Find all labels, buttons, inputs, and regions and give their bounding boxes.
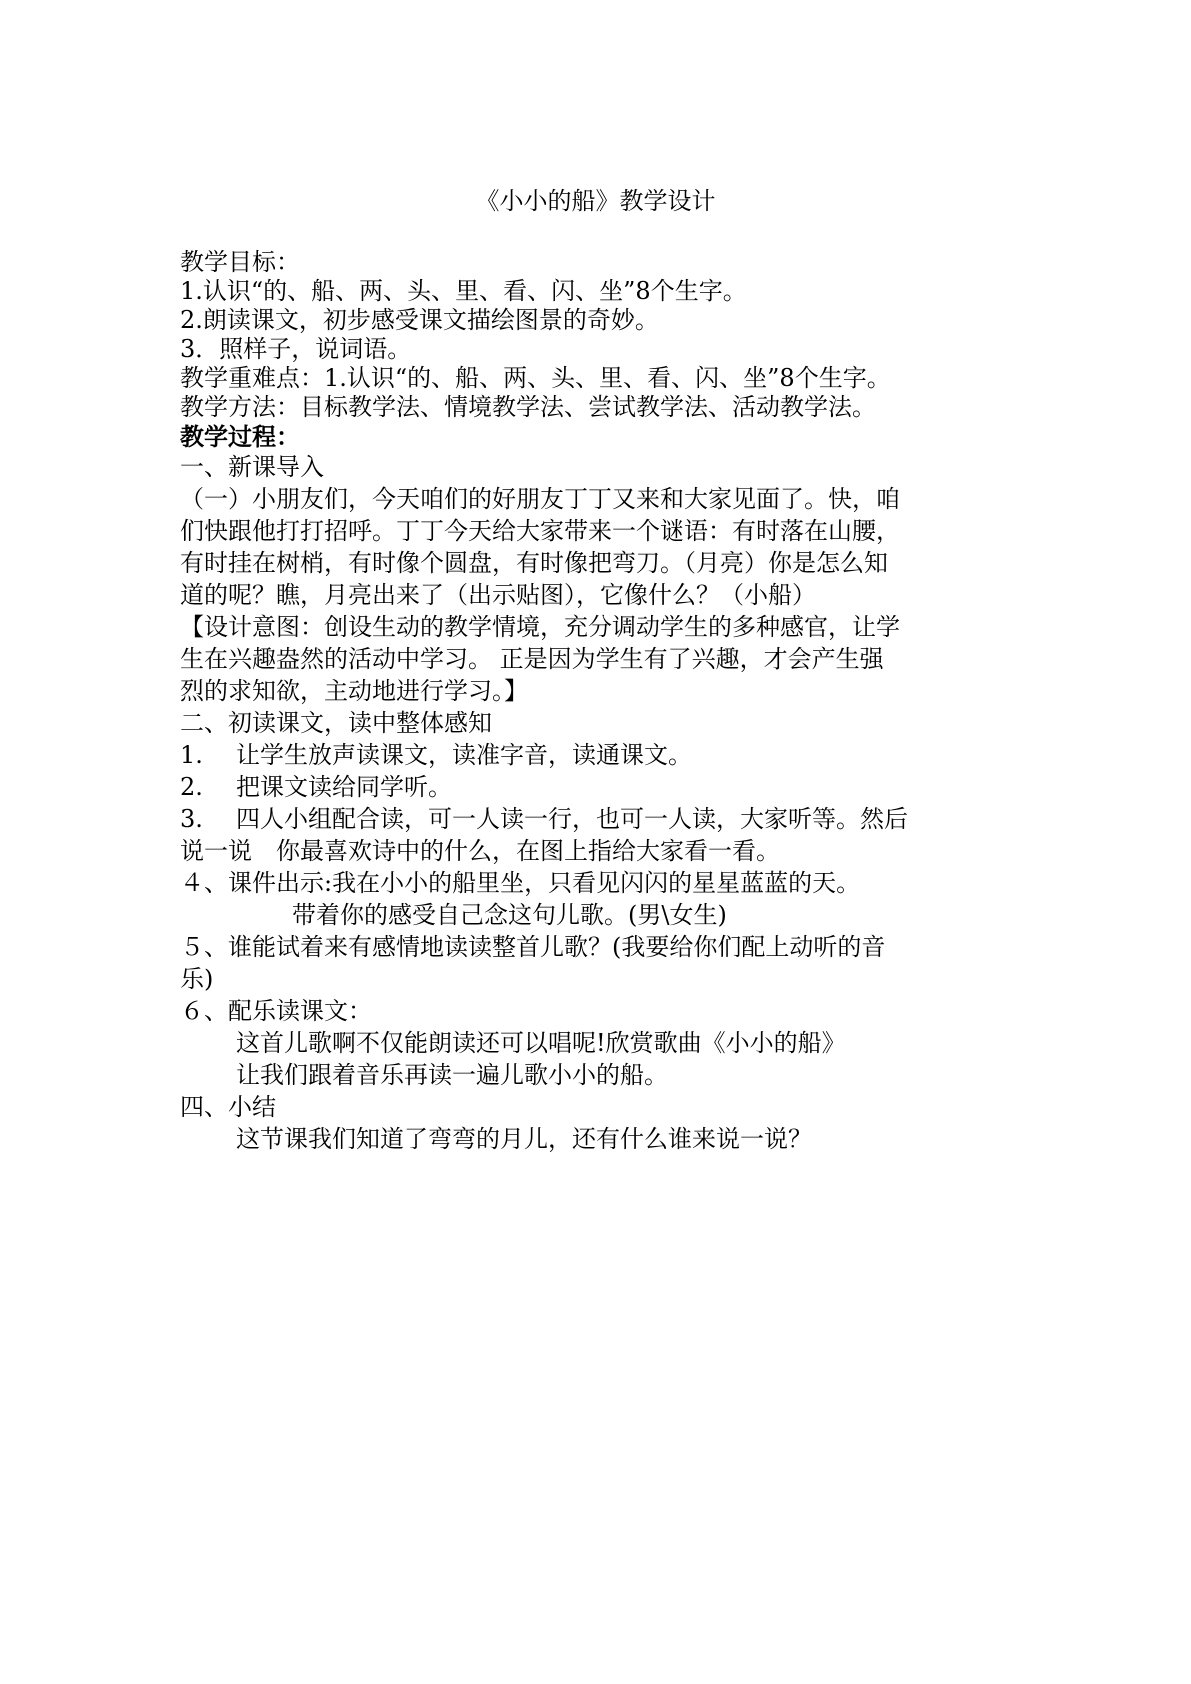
objectives-heading: 教学目标： <box>180 248 300 276</box>
objective-item: 1.认识“的、船、两、头、里、看、闪、坐”8个生字。 <box>180 277 747 305</box>
step-text: 四人小组配合读，可一人读一行，也可一人读，大家听等。然后 <box>236 805 908 833</box>
objective-item: 3．照样子，说词语。 <box>180 335 412 363</box>
step-sub-line: 带着你的感受自己念这句儿歌。(男\女生) <box>292 901 727 929</box>
step-text: 把课文读给同学听。 <box>236 773 452 801</box>
paragraph-line: 有时挂在树梢，有时像个圆盘，有时像把弯刀。（月亮）你是怎么知 <box>180 549 888 577</box>
step-sub-line: 让我们跟着音乐再读一遍儿歌小小的船。 <box>236 1061 668 1089</box>
objective-item: 2.朗读课文，初步感受课文描绘图景的奇妙。 <box>180 306 659 334</box>
step-number: 3. <box>180 805 203 833</box>
paragraph-line: 道的呢？瞧，月亮出来了（出示贴图），它像什么？（小船） <box>180 581 816 609</box>
section-heading: 一、新课导入 <box>180 453 324 481</box>
step-continuation: 乐) <box>180 965 214 993</box>
page-title: 《小小的船》教学设计 <box>475 187 716 215</box>
design-intent-line: 【设计意图：创设生动的教学情境，充分调动学生的多种感官，让学 <box>180 613 900 641</box>
section-heading: 二、初读课文，读中整体感知 <box>180 709 492 737</box>
teaching-methods: 教学方法：目标教学法、情境教学法、尝试教学法、活动教学法。 <box>180 393 876 421</box>
key-points: 教学重难点：1.认识“的、船、两、头、里、看、闪、坐”8个生字。 <box>180 364 891 392</box>
paragraph-line: 们快跟他打打招呼。丁丁今天给大家带来一个谜语：有时落在山腰， <box>180 517 900 545</box>
step-sub-line: 这首儿歌啊不仅能朗读还可以唱呢!欣赏歌曲《小小的船》 <box>236 1029 846 1057</box>
step-number: 1. <box>180 741 203 769</box>
paragraph-line: （一）小朋友们，今天咱们的好朋友丁丁又来和大家见面了。快，咱 <box>180 485 900 513</box>
step-item <box>180 771 1010 803</box>
section-heading: 四、小结 <box>180 1093 276 1121</box>
step-continuation: 说一说 你最喜欢诗中的什么，在图上指给大家看一看。 <box>180 837 780 865</box>
step-number: 2. <box>180 773 203 801</box>
document-body <box>180 248 1010 1155</box>
step-item: ４、课件出示:我在小小的船里坐，只看见闪闪的星星蓝蓝的天。 <box>180 869 861 897</box>
summary-line: 这节课我们知道了弯弯的月儿，还有什么谁来说一说？ <box>236 1125 812 1153</box>
step-item: ６、配乐读课文： <box>180 997 372 1025</box>
step-item <box>180 803 1010 835</box>
design-intent-line: 烈的求知欲，主动地进行学习。】 <box>180 677 528 705</box>
step-item <box>180 739 1010 771</box>
process-heading: 教学过程： <box>180 422 300 451</box>
step-item: ５、谁能试着来有感情地读读整首儿歌？(我要给你们配上动听的音 <box>180 933 886 961</box>
design-intent-line: 生在兴趣盎然的活动中学习。 正是因为学生有了兴趣，才会产生强 <box>180 645 884 673</box>
step-text: 让学生放声读课文，读准字音，读通课文。 <box>236 741 692 769</box>
